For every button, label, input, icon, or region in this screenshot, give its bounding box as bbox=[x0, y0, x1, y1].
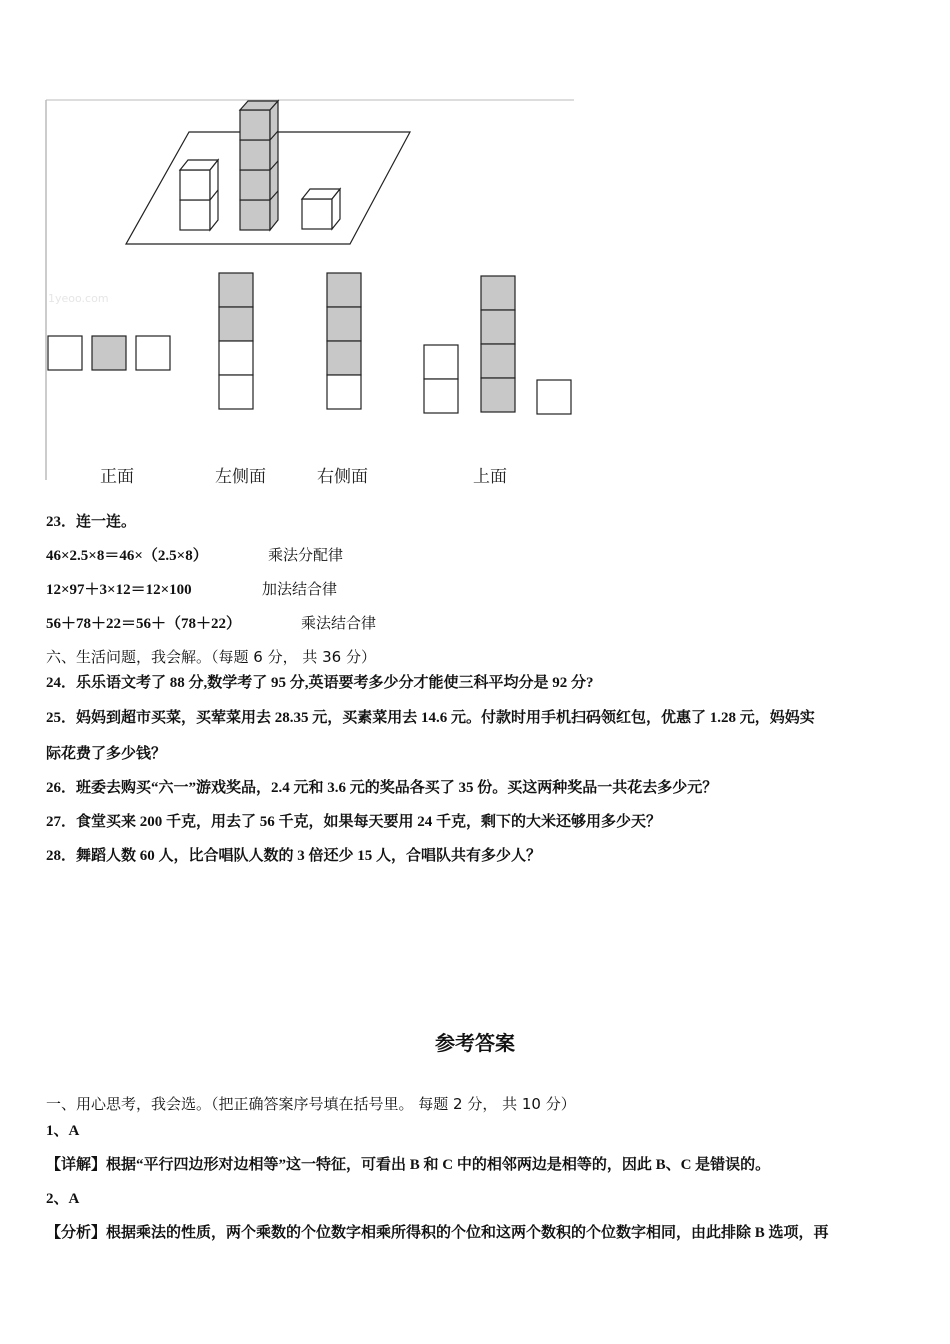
cube-stack-left bbox=[180, 160, 218, 230]
cube-figure-svg bbox=[44, 98, 576, 482]
watermark: 1yeoo.com bbox=[48, 292, 109, 305]
view-label-front: 正面 bbox=[100, 467, 134, 487]
q24: 24．乐乐语文考了 88 分,数学考了 95 分,英语要考多少分才能使三科平均分是 92 分? bbox=[46, 675, 594, 691]
answer-1-detail: 【详解】根据“平行四边形对边相等”这一特征，可看出 B 和 C 中的相邻两边是相等的，因此 B、C 是错误的。 bbox=[46, 1157, 771, 1173]
q27: 27．食堂买来 200 千克，用去了 56 千克，如果每天要用 24 千克，剩下的大米还够用多少天？ bbox=[46, 814, 662, 830]
section6-heading: 六、生活问题，我会解。（每题 6 分， 共 36 分） bbox=[46, 648, 376, 666]
answer-2-detail: 【分析】根据乘法的性质，两个乘数的个位数字相乘所得积的个位和这两个数积的个位数字相同，由此排除 B 选项，再 bbox=[46, 1225, 829, 1241]
q23-expr-3: 56＋78＋22＝56＋（78＋22） bbox=[46, 616, 242, 632]
cube-single-right bbox=[302, 189, 340, 229]
q26: 26．班委去购买“六一”游戏奖品，2.4 元和 3.6 元的奖品各买了 35 份。买这两种奖品一共花去多少元？ bbox=[46, 780, 718, 796]
q23-law-2: 加法结合律 bbox=[262, 580, 338, 598]
q23-law-1: 乘法分配律 bbox=[268, 546, 344, 564]
cube-figure bbox=[44, 98, 576, 482]
q25-line1: 25．妈妈到超市买菜，买荤菜用去 28.35 元，买素菜用去 14.6 元。付款时用手机扫码领红包，优惠了 1.28 元，妈妈实 bbox=[46, 710, 815, 726]
q28: 28．舞蹈人数 60 人，比合唱队人数的 3 倍还少 15 人，合唱队共有多少人？ bbox=[46, 848, 542, 864]
q25-line2: 际花费了多少钱？ bbox=[46, 746, 167, 762]
left-side-view bbox=[219, 273, 253, 409]
q23-expr-1: 46×2.5×8＝46×（2.5×8） bbox=[46, 548, 208, 564]
view-label-left: 左侧面 bbox=[215, 467, 266, 487]
answer-2: 2、A bbox=[46, 1191, 80, 1207]
answers-title: 参考答案 bbox=[435, 1031, 515, 1055]
answer-1: 1、A bbox=[46, 1123, 80, 1139]
right-side-view bbox=[327, 273, 361, 409]
view-label-top: 上面 bbox=[473, 467, 507, 487]
q23-expr-2: 12×97＋3×12＝12×100 bbox=[46, 582, 192, 598]
q23-heading: 23．连一连。 bbox=[46, 514, 137, 530]
cube-stack-middle bbox=[240, 101, 278, 230]
q23-law-3: 乘法结合律 bbox=[301, 614, 377, 632]
front-view bbox=[48, 336, 170, 370]
top-view bbox=[424, 276, 571, 414]
view-label-right: 右侧面 bbox=[317, 467, 368, 487]
answers-section1-heading: 一、用心思考，我会选。（把正确答案序号填在括号里。 每题 2 分， 共 10 分） bbox=[46, 1095, 576, 1113]
